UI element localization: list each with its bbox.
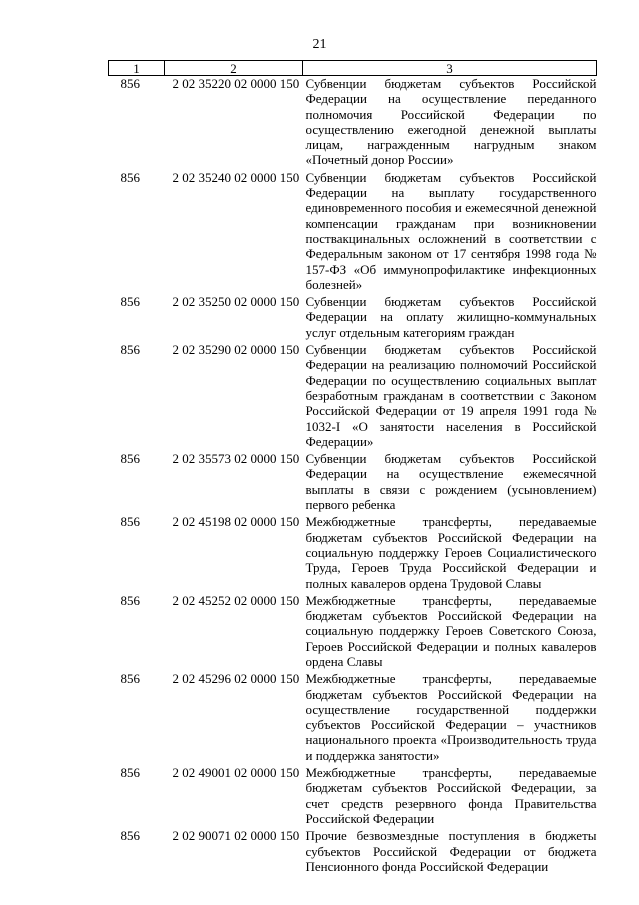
table-row [109,342,597,451]
description-cell: Субвенции бюджетам субъектов Российской Федерации на осуществление ежемесячной выплаты в связи с рождением (усыновлением) первого ребенка [305,451,597,513]
admin-code-cell: 856 [120,828,140,844]
income-code-cell: 2 02 35290 02 0000 150 [172,342,300,358]
table-row [109,294,597,342]
income-codes-table-wrap [108,60,596,876]
header-row [109,61,597,76]
description-cell: Субвенции бюджетам субъектов Российской Федерации на реализацию полномочий Российской Федерации по осуществлению социальных выплат безработным гражданам в соответствии с Законом Российской Федерации от 19 апреля 1991 года № 1032-I «О занятости населения в Российской Федерации» [305,342,597,449]
table-body [109,76,597,877]
table-row [109,828,597,876]
income-code-cell: 2 02 45296 02 0000 150 [172,671,300,687]
admin-code-cell: 856 [120,294,140,310]
table-row [109,514,597,592]
admin-code-cell: 856 [120,76,140,91]
description-cell: Межбюджетные трансферты, передаваемые бюджетам субъектов Российской Федерации на социальную поддержку Героев Советского Союза, Героев Российской Федерации и полных кавалеров ордена Славы [305,592,597,669]
description-cell: Прочие безвозмездные поступления в бюджеты субъектов Российской Федерации от бюджета Пенсионного фонда Российской Федерации [305,828,597,874]
income-code-cell: 2 02 35250 02 0000 150 [172,294,300,310]
table-row [109,170,597,294]
admin-code-cell: 856 [120,342,140,358]
income-code-cell: 2 02 45198 02 0000 150 [172,514,300,530]
description-cell: Субвенции бюджетам субъектов Российской Федерации на выплату государственного единовременного пособия и ежемесячной денежной компенсации гражданам при возникновении поствакцинальных осложнений в соответствии с Федеральным законом от 17 сентября 1998 года № 157-ФЗ «Об иммунопрофилактике инфекционных болезней» [305,169,597,292]
header-col-3: 3 [303,61,597,76]
income-code-cell: 2 02 90071 02 0000 150 [172,828,300,844]
income-codes-table [108,60,597,876]
table-row [109,671,597,765]
admin-code-cell: 856 [120,451,140,467]
admin-code-cell: 856 [120,169,140,185]
admin-code-cell: 856 [120,671,140,687]
page-number: 21 [312,37,327,52]
table-row [109,765,597,828]
admin-code-cell: 856 [120,765,140,781]
income-code-cell: 2 02 45252 02 0000 150 [172,592,300,608]
table-row [109,76,597,170]
admin-code-cell: 856 [120,514,140,530]
income-code-cell: 2 02 49001 02 0000 150 [172,765,300,781]
admin-code-cell: 856 [120,592,140,608]
description-cell: Межбюджетные трансферты, передаваемые бюджетам субъектов Российской Федерации, за счет средств резервного фонда Правительства Российской Федерации [305,765,597,826]
header-col-1: 1 [109,61,165,76]
header-col-2: 2 [165,61,303,76]
income-code-cell: 2 02 35240 02 0000 150 [172,169,300,185]
table-row [109,593,597,671]
description-cell: Межбюджетные трансферты, передаваемые бюджетам субъектов Российской Федерации на осуществление государственной поддержки субъектов Российской Федерации – участников национального проекта «Производительность труда и поддержка занятости» [305,671,597,763]
description-cell: Субвенции бюджетам субъектов Российской Федерации на оплату жилищно-коммунальных услуг отдельным категориям граждан [305,294,597,340]
income-code-cell: 2 02 35220 02 0000 150 [172,76,300,91]
table-header [109,61,597,76]
table-row [109,451,597,514]
description-cell: Субвенции бюджетам субъектов Российской Федерации на осуществление переданного полномочия Российской Федерации по осуществлению ежегодной денежной выплаты лицам, награжденным нагрудным знаком «Почетный донор России» [305,76,597,168]
description-cell: Межбюджетные трансферты, передаваемые бюджетам субъектов Российской Федерации на социальную поддержку Героев Социалистического Труда, Героев Труда Российской Федерации и полных кавалеров ордена Трудовой Славы [305,514,597,591]
income-code-cell: 2 02 35573 02 0000 150 [172,451,300,467]
